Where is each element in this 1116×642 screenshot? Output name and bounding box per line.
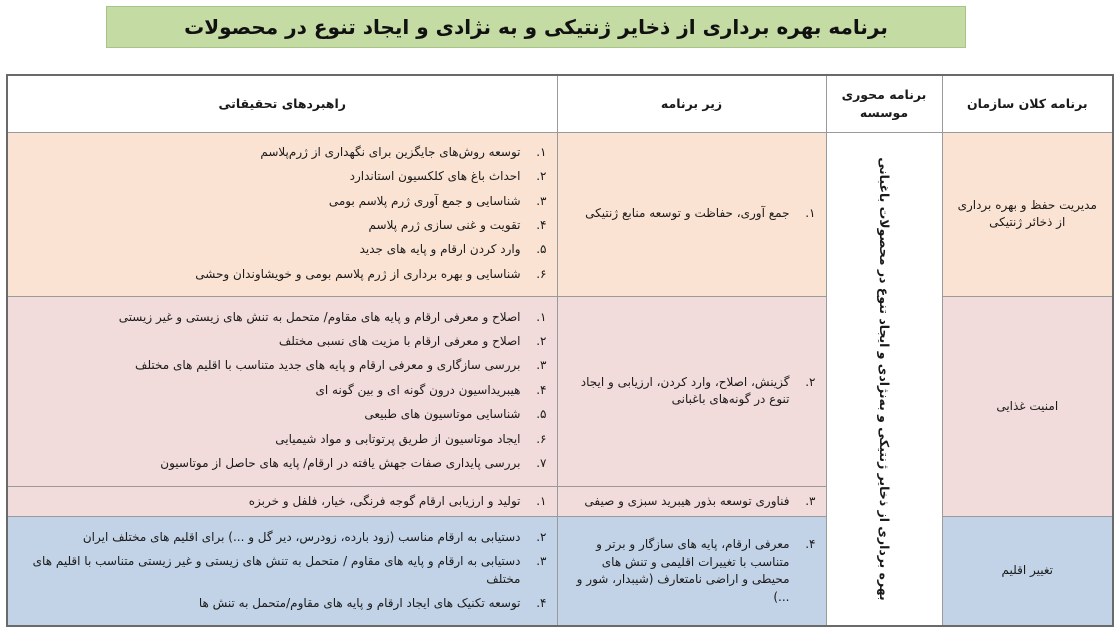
list-item xyxy=(14,330,547,354)
list-item xyxy=(14,526,547,550)
org-program-cell: امنیت غذایی xyxy=(942,296,1113,516)
subprogram-number: ۱. xyxy=(805,206,816,221)
subprogram-cell xyxy=(557,132,826,296)
strategy-number: ۶. xyxy=(536,431,547,446)
strategy-number: ۳. xyxy=(536,193,547,208)
list-item xyxy=(14,214,547,238)
program-table xyxy=(6,74,1114,627)
list-item xyxy=(14,403,547,427)
strategy-number: ۴. xyxy=(536,382,547,397)
strategies-cell xyxy=(7,486,557,516)
org-program-cell: تغییر اقلیم xyxy=(942,516,1113,626)
strategy-text: تقویت و غنی سازی ژرم پلاسم xyxy=(368,218,521,232)
list-item xyxy=(14,490,547,513)
subprogram-text: جمع آوری، حفاظت و توسعه منابع ژنتیکی xyxy=(585,206,790,221)
strategy-text: شناسایی و بهره برداری از ژرم پلاسم بومی و خویشاوندان وحشی xyxy=(195,266,521,281)
strategies-cell xyxy=(7,296,557,486)
list-item xyxy=(14,190,547,214)
strategy-text: تولید و ارزیابی ارقام گوجه فرنگی، خیار، فلفل و خربزه xyxy=(248,493,521,508)
strategy-text: وارد کردن ارقام و پایه های جدید xyxy=(359,242,521,257)
list-item xyxy=(14,452,547,476)
subprogram-number: ۴. xyxy=(805,537,816,552)
strategy-text: اصلاح و معرفی ارقام و پایه های مقاوم/ متحمل به تنش های زیستی و غیر زیستی xyxy=(118,309,521,324)
strategy-number: ۱. xyxy=(536,309,547,324)
strategy-text: ایجاد موتاسیون از طریق پرتوتابی و مواد شیمیایی xyxy=(275,431,521,446)
strategy-number: ۱. xyxy=(536,493,547,508)
header-subprogram: زیر برنامه xyxy=(557,75,826,132)
list-item xyxy=(14,379,547,403)
institute-program-cell xyxy=(826,132,942,626)
table-row xyxy=(7,516,1113,626)
strategy-text: توسعه روش‌های جایگزین برای نگهداری از ژرم‌پلاسم xyxy=(260,144,521,159)
list-item xyxy=(14,263,547,287)
strategy-text: احداث باغ های کلکسیون استاندارد xyxy=(349,169,521,184)
strategy-text: اصلاح و معرفی ارقام با مزیت های نسبی مختلف xyxy=(278,334,521,349)
strategy-number: ۵. xyxy=(536,242,547,257)
strategy-number: ۶. xyxy=(536,266,547,281)
list-item xyxy=(14,238,547,262)
header-row xyxy=(7,75,1113,132)
subprogram-cell xyxy=(557,486,826,516)
subprogram-number: ۳. xyxy=(805,493,816,508)
page-title: برنامه بهره برداری از ذخایر ژنتیکی و به نژادی و ایجاد تنوع در محصولات xyxy=(106,6,966,48)
subprogram-text: معرفی ارقام، پایه های سازگار و برتر و متناسب با تغییرات اقلیمی و تنش های محیطی و اراضی نامتعارف (شیبدار، شور و ...) xyxy=(576,537,790,604)
strategy-text: بررسی پایداری صفات جهش یافته در ارقام/ پایه های حاصل از موتاسیون xyxy=(160,455,521,470)
header-org-program: برنامه کلان سازمان xyxy=(942,75,1113,132)
strategy-text: هیبریداسیون درون گونه ای و بین گونه ای xyxy=(315,382,521,397)
strategy-text: بررسی سازگاری و معرفی ارقام و پایه های جدید متناسب با اقلیم های مختلف xyxy=(135,358,521,373)
subprogram-cell xyxy=(557,296,826,486)
table-row xyxy=(7,296,1113,486)
header-strategies: راهبردهای تحقیقاتی xyxy=(7,75,557,132)
list-item xyxy=(14,550,547,592)
list-item xyxy=(14,428,547,452)
institute-program-text: بهره برداری از ذخایر ژنتیکی و به‌نژادی و ایجاد تنوع در محصولات باغبانی xyxy=(877,157,893,601)
strategy-number: ۵. xyxy=(536,407,547,422)
subprogram-text: گزینش، اصلاح، وارد کردن، ارزیابی و ایجاد تنوع در گونه‌های باغبانی xyxy=(580,374,790,406)
strategy-text: شناسایی موتاسیون های طبیعی xyxy=(364,407,521,422)
header-institute-program: برنامه محوری موسسه xyxy=(826,75,942,132)
strategies-cell xyxy=(7,132,557,296)
strategy-number: ۲. xyxy=(536,334,547,349)
strategy-number: ۴. xyxy=(536,218,547,232)
strategy-number: ۱. xyxy=(536,144,547,159)
list-item xyxy=(14,306,547,330)
strategy-text: شناسایی و جمع آوری ژرم پلاسم بومی xyxy=(328,193,521,208)
strategy-number: ۴. xyxy=(536,596,547,611)
list-item xyxy=(14,141,547,165)
list-item xyxy=(14,354,547,378)
org-program-cell: مدیریت حفظ و بهره برداری از ذخائر ژنتیکی xyxy=(942,132,1113,296)
list-item xyxy=(14,592,547,616)
strategies-cell xyxy=(7,516,557,626)
strategy-text: دستیابی به ارقام و پایه های مقاوم / متحمل به تنش های زیستی و غیر زیستی متناسب با اقلیم های مختلف xyxy=(32,554,521,586)
strategy-text: توسعه تکنیک های ایجاد ارقام و پایه های مقاوم/متحمل به تنش ها xyxy=(198,596,521,611)
table-row xyxy=(7,132,1113,296)
strategy-number: ۳. xyxy=(536,358,547,373)
subprogram-cell xyxy=(557,516,826,626)
subprogram-text: فناوری توسعه بذور هیبرید سبزی و صیفی xyxy=(584,493,790,508)
strategy-number: ۲. xyxy=(536,169,547,184)
strategy-text: دستیابی به ارقام مناسب (زود بارده، زودرس، دیر گل و ...) برای اقلیم های مختلف ایران xyxy=(82,529,521,544)
strategy-number: ۳. xyxy=(536,554,547,569)
strategy-number: ۲. xyxy=(536,529,547,544)
strategy-number: ۷. xyxy=(536,455,547,470)
list-item xyxy=(14,165,547,189)
subprogram-number: ۲. xyxy=(805,374,816,389)
